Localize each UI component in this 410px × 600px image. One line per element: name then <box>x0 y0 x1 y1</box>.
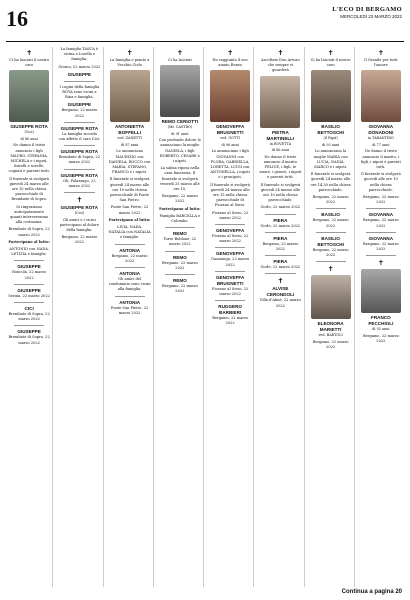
notice-place: Gorle, 22 marzo 2022 <box>260 205 301 210</box>
portrait-photo <box>160 65 200 117</box>
condolence-place: Brembate di Sopra, 22 marzo 2022 <box>8 312 50 322</box>
condolence-name: PIERA <box>273 217 288 223</box>
deceased-name: ELEONORA MARIETTI <box>317 321 344 333</box>
notice-lead: Il Grande per tutti l'amore <box>364 58 398 68</box>
deceased-nick: in TARANTINO <box>367 136 394 141</box>
condolence-name: GIUSEPPE <box>67 102 92 108</box>
column-5 <box>207 47 254 587</box>
cross-icon: ✝ <box>327 265 334 274</box>
deceased-name: ANTONIETTA BOFFELLI <box>115 124 145 136</box>
deceased-age: di 87 anni <box>121 142 139 147</box>
condolence-name: REMO <box>172 278 187 284</box>
condolence-place: Bergamo, 22 marzo 2022 <box>161 284 198 294</box>
portrait-photo <box>260 76 300 128</box>
deceased-age: di 86 anni <box>271 148 289 153</box>
notice-place: Ponte San Pietro, 22 marzo 2022 <box>110 205 149 215</box>
divider <box>165 227 195 228</box>
deceased-nick: (Mr. CASTRO) <box>167 125 193 130</box>
notice-text: Le annunciano MAURIZIO con DANIELA, ROCCO con MARIA, STEFANO, FRANCO e i nipoti. <box>108 149 151 175</box>
condolence-place: Brembate di Sopra, 22 marzo 2022 <box>8 335 50 345</box>
notice-place: Fiorano al Serio, 22 marzo 2022 <box>212 210 249 220</box>
divider <box>316 232 346 233</box>
deceased-name: GIOVANNA DONADONI <box>368 124 394 136</box>
notice-text: Il funerale si svolgerà giovedì 24 marzo alle ore 15 nella chiesa parrocchiale di Fiorano al Serio. <box>210 182 250 208</box>
deceased-name: BASILIO BETTOSCHI <box>317 124 344 136</box>
cross-icon: ✝ <box>377 259 384 268</box>
deceased-age: di 93 anni <box>322 142 340 147</box>
notice-place: Villa d'Almè, 22 marzo 2022 <box>259 298 301 308</box>
condolence-name: GIOVANNA <box>368 212 394 218</box>
divider <box>265 214 295 215</box>
condolence-place: Gorle, 22 marzo 2022 <box>260 265 301 270</box>
deceased-name: PIETRA MARTINELLI <box>266 129 295 141</box>
notice-text: Il funerale si svolgerà giovedì 24 marzo alle ore 10 nella chiesa parrocchiale. <box>260 182 301 203</box>
condolence-name: ANTONIA <box>119 299 141 305</box>
condolence-name: GIUSEPPE <box>17 287 41 293</box>
notice-place: Bergamo, 22 marzo 2022 <box>362 333 399 343</box>
divider <box>215 224 245 225</box>
cross-icon: ✝ <box>26 49 33 57</box>
condolence-place: Bergamo, 22 marzo 2022 <box>262 241 299 252</box>
condolence-name: ANTONIA <box>119 247 141 253</box>
deceased-age: di 77 anni <box>372 142 390 147</box>
portrait-photo <box>110 70 150 122</box>
divider <box>366 208 396 209</box>
condolence-text: Gli amici del condominio sono vicini alla famiglia. <box>108 277 151 292</box>
portrait-photo <box>361 70 401 122</box>
cross-icon: ✝ <box>327 49 334 57</box>
obituary-columns <box>6 47 404 587</box>
deceased-name: REMO CERIOTTI <box>161 119 199 125</box>
notice-text: Si ringraziano anticipatamente quanti interverranno alla cerimonia. <box>10 204 49 225</box>
divider <box>64 122 94 123</box>
divider <box>366 255 396 256</box>
portrait-photo <box>361 269 401 313</box>
condolence-place: Bergamo, 22 marzo 2022 <box>312 247 349 258</box>
condolence-text: Gli amici e i vicini partecipano al dolore della famiglia. <box>59 217 99 232</box>
divider <box>64 169 94 170</box>
column-3 <box>107 47 154 587</box>
column-6 <box>257 47 304 587</box>
condolence-name: GIUSEPPE <box>17 264 41 270</box>
condolence-place: Ponte San Pietro, 22 marzo 2022 <box>110 305 149 315</box>
deceased-nick: ved. GOTTI <box>220 136 240 141</box>
divider <box>115 296 145 297</box>
divider <box>64 81 94 82</box>
condolence-place: Gromo, 22 marzo 2022 <box>58 64 101 69</box>
condolence-name: ANTONIA <box>119 271 141 277</box>
deceased-age: di 96 anni <box>221 142 239 147</box>
deceased-nick: (Cici) <box>74 211 85 216</box>
divider <box>14 284 44 285</box>
condolence-name: BASILIO BETTOSCHI <box>317 235 344 247</box>
notice-lead: Ci ha lasciati il nostro caro <box>310 58 351 68</box>
notice-text: La salma riposa nella casa funeraria. Il funerale si svolgerà venerdì 25 marzo alle ore 10. <box>160 166 200 192</box>
condolence-name: GIUSEPPE ROTA <box>60 172 99 178</box>
notice-place: Bergamo, 22 marzo 2022 <box>362 195 399 205</box>
condolence-name: GIOVANNA <box>368 235 394 241</box>
condolence-name: GIUSEPPE ROTA <box>60 125 99 131</box>
divider <box>165 274 195 275</box>
condolence-place: Roncola, 22 marzo 2022 <box>12 270 47 280</box>
notice-lead: Ci ha lasciati il nostro caro <box>9 58 50 68</box>
divider <box>215 271 245 272</box>
condolence-place: Fiorano al Serio, 22 marzo 2022 <box>212 286 249 297</box>
deceased-name: GIUSEPPE ROTA <box>10 124 48 130</box>
condolence-name: PIERA <box>273 235 288 241</box>
notice-text: Ne danno il triste annuncio i figli MAURO, STEFANIA, MICHELA e i nipoti, fratelli e sorelle, cognati e parenti tutti. <box>8 143 50 174</box>
section-heading: Partecipano al lutto: <box>108 217 151 222</box>
cross-icon: ✝ <box>176 49 183 57</box>
divider <box>265 255 295 256</box>
condolence-text: I cugini della famiglia ROTA sono vicini a Rina e famiglia. <box>59 84 100 100</box>
notice-lead: Ascoltate Don Arturo che sempre vi guarderà <box>261 58 300 73</box>
notice-place: Brembate di Sopra, 22 marzo 2022 <box>8 227 50 237</box>
column-4 <box>157 47 204 587</box>
deceased-name: GENOVEFFA BRUGNETTI <box>215 124 245 136</box>
divider <box>366 232 396 233</box>
divider <box>115 267 145 268</box>
condolence-place: Serina, 22 marzo 2022 <box>8 293 50 298</box>
condolence-name: GENOVEFFA <box>215 228 245 234</box>
condolence-place: Bergamo, 22 marzo 2022 <box>312 218 349 228</box>
condolence-text: ANTONIO con NADA, LETIZIA e famiglie. <box>9 247 49 257</box>
divider <box>64 145 94 146</box>
condolence-name: GIUSEPPE <box>67 71 92 77</box>
cross-icon: ✝ <box>76 196 83 205</box>
notice-place: Bergamo, 22 marzo 2022 <box>312 339 349 349</box>
condolence-name: GIUSEPPE <box>17 329 41 335</box>
condolence-place: Bergamo, 22 marzo 2022 <box>212 316 249 326</box>
header-rule <box>6 41 404 42</box>
deceased-name: ALVISE CERONDOLI <box>266 286 295 298</box>
condolence-name: PIERA <box>273 259 288 265</box>
divider <box>165 251 195 252</box>
condolence-text: LIVIA, NADA, NATALIA con NATALIA e famiglie. <box>108 225 151 240</box>
condolence-place: Bergamo, 22 marzo 2022 <box>362 241 399 252</box>
condolence-name: GENOVEFFA <box>215 251 245 257</box>
divider <box>316 261 346 262</box>
deceased-nick: ved. ZANETTI <box>117 136 142 141</box>
notice-text: Il funerale si svolgerà giovedì alle ore 10 nella chiesa parrocchiale. <box>361 172 401 192</box>
cross-icon: ✝ <box>277 277 284 286</box>
notice-text: Lo annunciano la moglie MARIA con LUCIA, NADIA, MARCO e i nipoti. <box>313 149 348 170</box>
deceased-nick: (Cici) <box>24 130 34 135</box>
condolence-place: Gorle, 22 marzo 2022 <box>260 223 301 228</box>
condolence-place: Oh, Palazzago, 22 marzo 2022 <box>63 178 96 188</box>
cross-icon: ✝ <box>126 49 133 57</box>
divider <box>64 192 94 193</box>
condolence-place: Brembate di Sopra, 22 marzo 2022 <box>58 155 101 165</box>
notice-text: Con profondo dolore lo annunciano la moglie DANIELA, i figli ROBERTO, CESARE e i nipoti. <box>158 138 201 164</box>
column-2 <box>56 47 103 587</box>
column-8 <box>358 47 404 587</box>
deceased-nick: in BOVETTA <box>269 141 292 146</box>
condolence-name: REMO <box>172 254 187 260</box>
condolence-name: CICI <box>24 306 34 312</box>
newspaper-name: L'ECO DI BERGAMO <box>332 6 402 13</box>
notice-lead: Ci ha lasciati <box>168 58 192 62</box>
column-7 <box>308 47 355 587</box>
portrait-photo <box>210 70 250 122</box>
deceased-nick: (il Papà) <box>323 136 338 141</box>
condolence-name: GIUSEPPE ROTA <box>60 149 99 155</box>
notice-text: Ne danno il triste annuncio il marito FELICE, i figli, le nuore, i generi, i nipoti e parenti tutti. <box>259 154 302 180</box>
divider <box>215 247 245 248</box>
divider <box>215 300 245 301</box>
divider <box>115 244 145 245</box>
cross-icon: ✝ <box>277 49 284 57</box>
portrait-photo <box>311 275 351 319</box>
column-1 <box>6 47 53 587</box>
cross-icon: ✝ <box>227 49 234 57</box>
condolence-place: Fiorano al Serio, 22 marzo 2022 <box>212 234 249 244</box>
condolence-place: Torre Boldone, 22 marzo 2022 <box>163 237 197 247</box>
condolence-place: Bergamo, 22 marzo 2022 <box>61 235 98 245</box>
notice-text: Il funerale si svolgerà giovedì 24 marzo alle ore 14.30 nella chiesa parrocchiale. <box>310 172 351 192</box>
condolence-place: Bergamo, 22 marzo 2022 <box>362 218 399 228</box>
deceased-age: di 86 anni <box>20 136 38 141</box>
page-number: 16 <box>6 6 28 31</box>
notice-place: Bergamo, 22 marzo 2022 <box>161 194 198 204</box>
condolence-name: BASILIO <box>321 212 340 218</box>
divider <box>265 273 295 274</box>
condolence-name: GENOVEFFA BRUGNETTI <box>215 274 245 286</box>
condolence-text: Famiglia BARCELLA e Colombo. <box>159 213 201 224</box>
deceased-nick: ved. BARTOLI <box>318 333 343 338</box>
notice-place: Bergamo, 22 marzo 2022 <box>312 195 349 205</box>
deceased-age: di 91 anni <box>171 131 189 136</box>
notice-lead: La famiglia e piante a Vecchio Cielo <box>109 58 150 68</box>
notice-lead: Ho raggiunto il suo amato Renzo <box>212 58 248 68</box>
notice-text: Il funerale si svolgerà giovedì 24 marzo alle ore 10 nella chiesa parrocchiale di Brembate di Sopra. <box>9 176 49 202</box>
divider <box>14 302 44 303</box>
condolence-place: Bergamo, 22 marzo 2022 <box>111 253 148 263</box>
divider <box>265 232 295 233</box>
condolence-name: GIUSEPPE ROTA <box>60 205 99 211</box>
condolence-name: REMO <box>172 231 187 237</box>
notice-text: Il funerale si svolgerà giovedì 24 marzo alle ore 10 nella chiesa parrocchiale di Ponte San Pietro. <box>109 177 150 203</box>
condolence-place: Bergamo, 22 marzo 2022 <box>61 108 98 118</box>
section-heading: Partecipano al lutto: <box>159 206 201 211</box>
continued-link[interactable]: Continua a pagina 20 <box>341 589 402 595</box>
notice-text: Ne danno il triste annuncio il marito, i figli, i nipoti e parenti tutti. <box>361 149 401 170</box>
portrait-photo <box>9 70 49 122</box>
divider <box>14 325 44 326</box>
deceased-age: di 92 anni <box>372 327 390 332</box>
condolence-text: La famiglia ricorda con affetto il caro Cici. <box>58 131 101 142</box>
condolence-place: Gazzaniga, 22 marzo 2022 <box>211 257 250 267</box>
page-header <box>0 0 410 44</box>
condolence-name: RUGGERO BARBIERI <box>218 304 242 316</box>
notice-text: Lo annunciano i figli GIOVANNI con FLORA, GABRIELLA, LORETTA, LUIGI con ANTONELLA, i nipoti e i pronipoti. <box>210 149 250 180</box>
cross-icon: ✝ <box>377 49 384 57</box>
deceased-name: FRANCO PECCHIOLI <box>368 315 394 327</box>
divider <box>316 208 346 209</box>
divider <box>14 260 44 261</box>
section-heading: Partecipano al lutto: <box>8 239 50 244</box>
condolence-place: Bergamo, 22 marzo 2022 <box>161 260 198 270</box>
issue-date: MERCOLEDÌ 23 MARZO 2022 <box>340 14 402 19</box>
portrait-photo <box>311 70 351 122</box>
condolence-text: La famiglia TASCA è vicina a Lorella e famiglia. <box>60 47 99 62</box>
